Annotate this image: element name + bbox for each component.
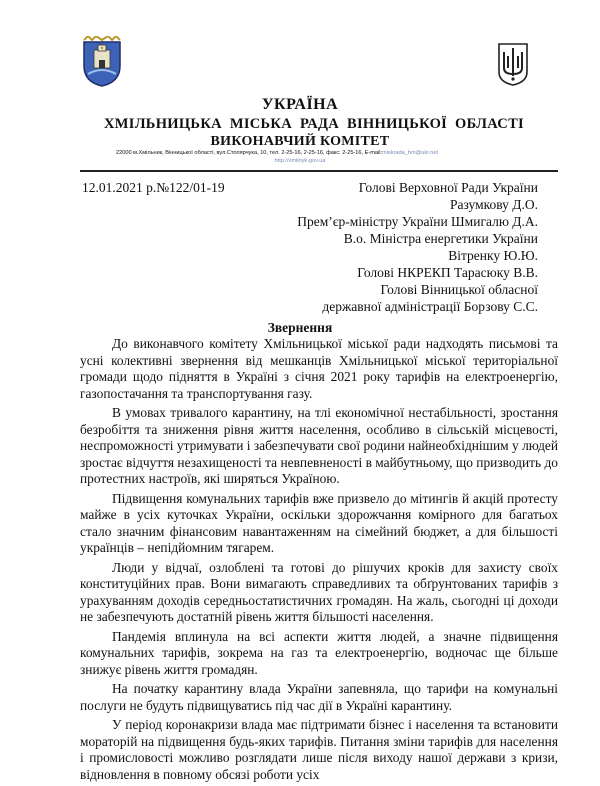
letter-body [80,336,558,786]
committee-heading: ВИКОНАВЧИЙ КОМІТЕТ [210,134,390,149]
body-paragraph: У період коронакризи влада має підтримати бізнес і населення та встановити мораторій на підвищення будь-яких тарифів. Питання зміни тарифів для населення і промисловості можливо розглядати лише після виходу нашої держави з кризи, відновлення в повному обсязі роботи усіх [80,717,558,782]
recipient-line: Вітренку Ю.Ю. [448,248,538,263]
body-paragraph: Пандемія вплинула на всі аспекти життя людей, а значне підвищення комунальних тарифів, зокрема на газ та електроенергію, водночас ще більше знижує рівень життя громадян. [80,628,558,677]
body-paragraph: На початку карантину влада України запевняла, що тарифи на комунальні послуги не будуть підвищуватись під час дії в Україні карантину. [80,681,558,713]
reference-number: 12.01.2021 р.№122/01-19 [82,180,225,195]
email-link[interactable]: miskrada_hm@ukr.net [382,150,439,156]
council-heading: ХМІЛЬНИЦЬКА МІСЬКА РАДА ВІННИЦЬКОЇ ОБЛАСТІ [104,116,524,132]
website-link[interactable]: http://xmilnyk-gov.ua [274,158,326,164]
body-paragraph: Підвищення комунальних тарифів вже призвело до мітингів й акцій протесту майже в усіх куточках України, оскільки здорожчання комірного для багатьох стало значним фінансовим навантаженням на сімейний бюджет, а для більшості українців – непідйомним тягарем. [80,490,558,555]
recipient-line: Прем’єр-міністру України Шмигалю Д.А. [297,214,538,229]
recipient-line: Голові НКРЕКП Тарасюку В.В. [357,265,538,280]
trident-emblem-icon [497,42,529,86]
country-heading: УКРАЇНА [261,96,339,113]
recipient-line: державної адміністрації Борзову С.С. [322,299,538,314]
recipient-line: Разумкову Д.О. [449,197,538,212]
body-paragraph: До виконавчого комітету Хмільницької міської ради надходять письмові та усні колективні звернення від мешканців Хмільницької міської територіальної громади щодо підняття в Україні з січня 2021 року тарифів на електроенергію, газопостачання та транспортування газу. [80,336,558,401]
recipient-line: В.о. Міністра енергетики України [343,231,538,246]
city-coat-of-arms-icon [78,36,126,88]
recipient-line: Голові Верховної Ради України [358,180,538,195]
body-paragraph: В умовах тривалого карантину, на тлі економічної нестабільності, зростання безробіття та зниження рівня життя населення, особливо в сільській місцевості, неспроможності утримувати і забезпечувати свої родини найнеобхіднішим у людей зростає відчуття незахищеності та невпевненості в майбутньому, що призводить до протестних настроїв, які ширяться Україною. [80,405,558,486]
recipient-line: Голові Вінницької обласної [380,282,538,297]
header-divider [80,170,558,172]
body-paragraph: Люди у відчаї, озлоблені та готові до рішучих кроків для захисту своїх конституційних прав. Вони вимагають справедливих та обґрунтованих тарифів з урахуванням доходів середньостатистичних громадян. На жаль, сьогодні ці доходи не забезпечують достатній рівень життя більшості населення. [80,559,558,624]
address-text: 22000 м.Хмільник, Вінницької області, вул.Столярчука, 10, тел. 2-25-16, 2-25-16, факс: 2-25-16, E-mail: [116,150,383,156]
address-line [116,150,536,156]
letter-title: Звернення [267,320,333,335]
